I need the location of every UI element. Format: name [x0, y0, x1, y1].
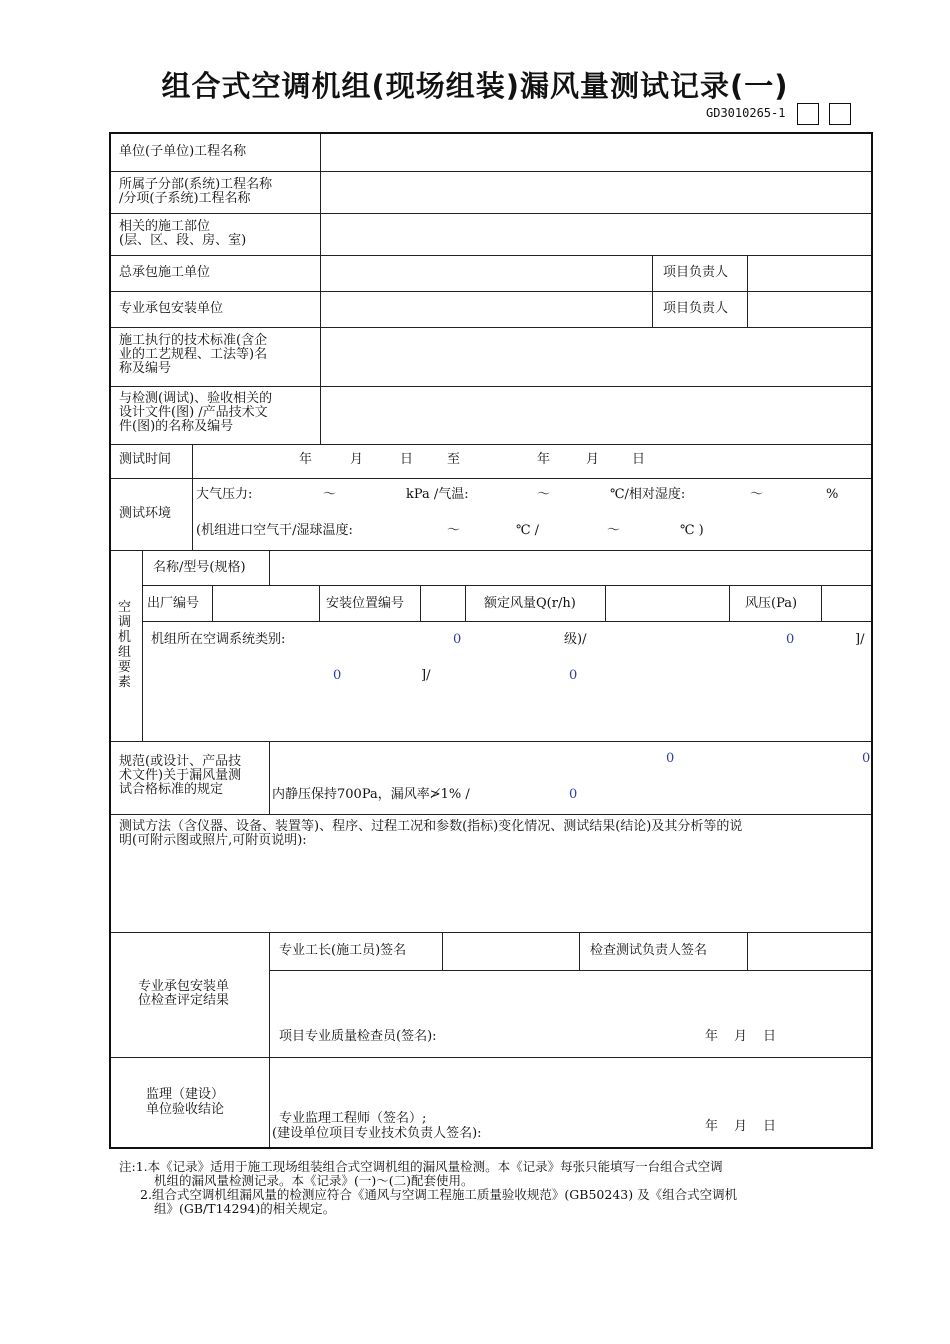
- label-std-2: 业的工艺规程、工法等)名: [119, 347, 268, 362]
- label-sub-eval-2: 位检查评定结果: [138, 993, 230, 1008]
- foreman-sig-field[interactable]: [444, 936, 574, 966]
- sup-year: 年: [705, 1119, 719, 1134]
- subsection-field[interactable]: [330, 178, 865, 206]
- time-month-2: 月: [586, 452, 600, 467]
- project-name-field[interactable]: [330, 145, 865, 165]
- tilde-2: ～: [537, 487, 551, 502]
- unit-char-3: 机: [118, 630, 132, 645]
- label-std-3: 称及编号: [119, 361, 172, 376]
- form-code: GD3010265-1: [706, 106, 786, 120]
- label-percent: %: [826, 487, 839, 502]
- label-serial: 出厂编号: [147, 596, 200, 611]
- label-location-2: (层、区、段、房、室): [119, 233, 247, 248]
- label-rated-flow: 额定风量Q(r/h): [484, 596, 576, 611]
- note-2-line-2: 组》(GB/T14294)的相关规定。: [154, 1201, 336, 1216]
- label-pressure: 大气压力:: [196, 487, 253, 502]
- label-kpa: kPa /气温:: [406, 487, 469, 502]
- label-spec-1: 规范(或设计、产品技: [119, 754, 242, 769]
- label-subsection-1: 所属子分部(系统)工程名称: [119, 177, 273, 192]
- qc-day: 日: [763, 1029, 777, 1044]
- label-project-name: 单位(子单位)工程名称: [119, 144, 247, 159]
- label-doc-3: 件(图)的名称及编号: [119, 419, 234, 434]
- label-owner-sig: (建设单位项目专业技术负责人签名):: [272, 1126, 482, 1141]
- label-general-contractor: 总承包施工单位: [119, 265, 211, 280]
- label-system-class: 机组所在空调系统类别:: [151, 632, 286, 647]
- tilde-1: ～: [323, 487, 337, 502]
- pm-field-1[interactable]: [752, 262, 867, 284]
- name-model-field[interactable]: [280, 557, 865, 579]
- sup-day: 日: [763, 1119, 777, 1134]
- label-location-1: 相关的施工部位: [119, 219, 211, 234]
- label-c-slash: ℃ /: [516, 523, 540, 538]
- label-sub-contractor: 专业承包安装单位: [119, 301, 224, 316]
- time-to: 至: [447, 452, 461, 467]
- rated-flow-field[interactable]: [606, 592, 724, 616]
- standard-field[interactable]: [330, 334, 865, 378]
- time-day-2: 日: [632, 452, 646, 467]
- label-foreman-sig: 专业工长(施工员)签名: [279, 943, 407, 958]
- label-spec-2: 术文件)关于漏风量测: [119, 768, 242, 783]
- label-engineer-sig: 专业监理工程师（签名）;: [279, 1111, 427, 1126]
- label-bracket-2: ]/: [421, 668, 431, 683]
- location-field[interactable]: [330, 220, 865, 248]
- unit-char-4: 组: [118, 645, 132, 660]
- label-bracket-1: ]/: [855, 632, 865, 647]
- sub-contractor-field[interactable]: [330, 298, 645, 320]
- unit-char-1: 空: [118, 600, 132, 615]
- spec-value-1: 0: [666, 751, 675, 766]
- unit-char-6: 素: [118, 675, 132, 690]
- note-1-line-1: 注:1.本《记录》适用于施工现场组装组合式空调机组的漏风量检测。本《记录》每张只能填写一台组合式空调: [119, 1159, 723, 1174]
- note-2-line-1: 2.组合式空调机组漏风量的检测应符合《通风与空调工程施工质量验收规范》(GB50243) 及《组合式空调机: [140, 1187, 738, 1202]
- method-text-2: 明(可附示图或照片,可附页说明):: [119, 833, 307, 848]
- label-inspector-sig: 检查测试负责人签名: [590, 943, 708, 958]
- tilde-4: ～: [447, 523, 461, 538]
- spec-value-3: 0: [569, 787, 578, 802]
- label-supervisor-2: 单位验收结论: [146, 1102, 225, 1117]
- design-docs-field[interactable]: [330, 392, 865, 436]
- time-month-1: 月: [350, 452, 364, 467]
- wind-pressure-field[interactable]: [823, 592, 867, 616]
- label-qc-sig: 项目专业质量检查员(签名):: [279, 1029, 437, 1044]
- sup-month: 月: [734, 1119, 748, 1134]
- label-grade: 级)/: [564, 632, 587, 647]
- label-pm-2: 项目负责人: [663, 301, 729, 316]
- footnotes: [119, 1160, 737, 1216]
- sys-value-4: 0: [569, 668, 578, 683]
- method-text-1: 测试方法（含仪器、设备、装置等)、程序、过程工况和参数(指标)变化情况、测试结果(结论)及其分析等的说: [119, 819, 743, 834]
- label-sub-eval-1: 专业承包安装单: [138, 979, 230, 994]
- label-supervisor-1: 监理（建设）: [146, 1087, 225, 1102]
- time-year-2: 年: [537, 452, 551, 467]
- pm-field-2[interactable]: [752, 298, 867, 320]
- label-c-close: ℃ ): [680, 523, 704, 538]
- general-contractor-field[interactable]: [330, 262, 645, 284]
- label-name-model: 名称/型号(规格): [153, 560, 246, 575]
- qc-month: 月: [734, 1029, 748, 1044]
- label-celsius-rh: ℃/相对湿度:: [610, 487, 686, 502]
- label-std-1: 施工执行的技术标准(含企: [119, 333, 268, 348]
- inspector-sig-field[interactable]: [750, 936, 865, 966]
- note-1-line-2: 机组的漏风量检测记录。本《记录》(一)～(二)配套使用。: [154, 1173, 474, 1188]
- tilde-5: ～: [607, 523, 621, 538]
- qc-year: 年: [705, 1029, 719, 1044]
- unit-char-2: 调: [118, 615, 132, 630]
- label-test-time: 测试时间: [119, 452, 172, 467]
- unit-char-5: 要: [118, 660, 132, 675]
- serial-field[interactable]: [213, 592, 313, 616]
- form-title: 组合式空调机组(现场组装)漏风量测试记录(一): [161, 69, 789, 103]
- code-box-1[interactable]: [797, 103, 819, 125]
- sys-value-3: 0: [333, 668, 342, 683]
- label-spec-3: 试合格标准的规定: [119, 782, 224, 797]
- spec-value-2: 0: [862, 751, 871, 766]
- label-pm-1: 项目负责人: [663, 265, 729, 280]
- method-field[interactable]: [119, 852, 864, 922]
- label-install-no: 安装位置编号: [326, 596, 405, 611]
- sys-value-1: 0: [453, 632, 462, 647]
- tilde-3: ～: [750, 487, 764, 502]
- label-inlet: (机组进口空气干/湿球温度:: [196, 523, 353, 538]
- label-wind-pressure: 风压(Pa): [745, 596, 798, 611]
- label-doc-2: 设计文件(图) /产品技术文: [119, 405, 268, 420]
- time-year-1: 年: [299, 452, 313, 467]
- time-day-1: 日: [400, 452, 414, 467]
- install-no-field[interactable]: [420, 592, 460, 616]
- label-static-pressure: 内静压保持700Pa，漏风率≯1% /: [272, 787, 470, 802]
- code-box-2[interactable]: [829, 103, 851, 125]
- label-test-env: 测试环境: [119, 506, 172, 521]
- sys-value-2: 0: [786, 632, 795, 647]
- label-doc-1: 与检测(调试)、验收相关的: [119, 391, 273, 406]
- label-subsection-2: /分项(子系统)工程名称: [119, 191, 251, 206]
